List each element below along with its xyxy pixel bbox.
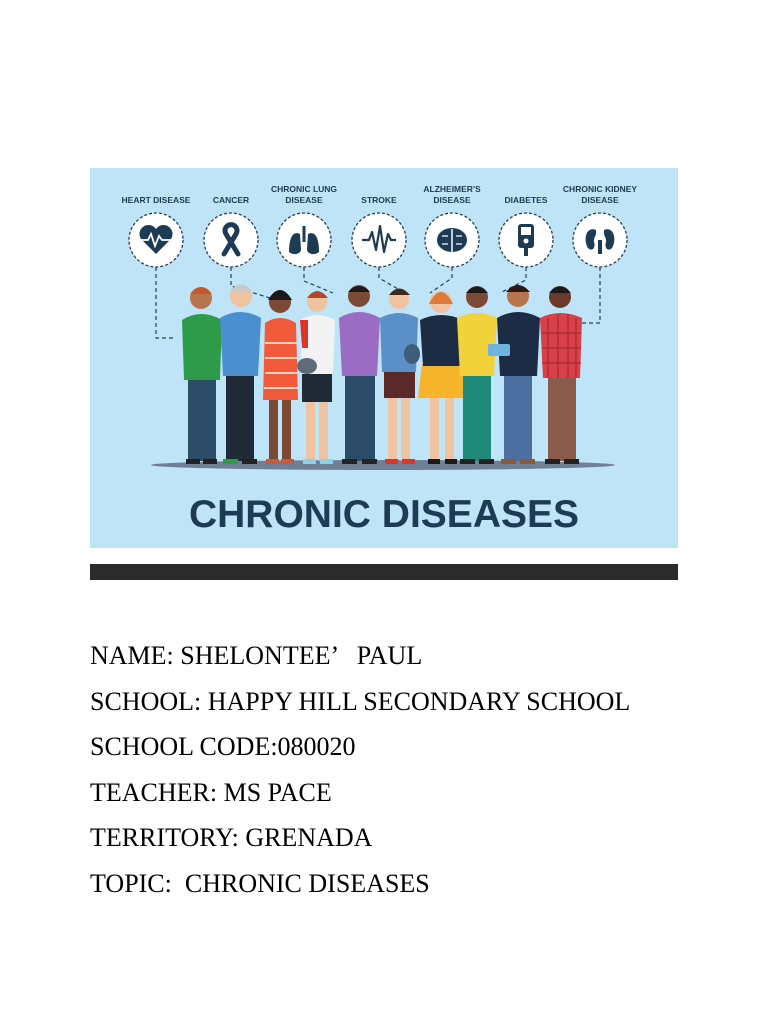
person-illustration (380, 289, 420, 465)
disease-label-stroke: STROKE (361, 195, 397, 205)
chronic-diseases-banner (90, 168, 678, 548)
section-divider (90, 564, 678, 580)
territory-line: TERRITORY: GRENADA (90, 823, 373, 853)
brain-icon (437, 228, 467, 252)
people-group (182, 285, 582, 465)
disease-label-diabetes: DIABETES (504, 195, 548, 205)
person-illustration (457, 286, 497, 464)
person-illustration (297, 291, 335, 464)
person-illustration (339, 285, 380, 464)
school-code-line: SCHOOL CODE:080020 (90, 732, 356, 762)
topic-line: TOPIC: CHRONIC DISEASES (90, 868, 430, 898)
banner-illustration (90, 168, 678, 548)
person-illustration (263, 290, 298, 464)
name-line: NAME: SHELONTEE’ PAUL (90, 641, 423, 670)
disease-label-chronic-lung: CHRONIC LUNG DISEASE (270, 184, 338, 205)
disease-label-cancer: CANCER (212, 195, 250, 205)
person-illustration (540, 286, 582, 464)
person-illustration (182, 287, 222, 464)
disease-label-heart-disease: HEART DISEASE (121, 195, 191, 205)
person-illustration (220, 285, 261, 465)
disease-label-alzheimers: ALZHEIMER'S DISEASE (423, 184, 481, 205)
banner-title: CHRONIC DISEASES (188, 493, 580, 536)
person-illustration (488, 285, 540, 464)
teacher-line: TEACHER: MS PACE (90, 777, 332, 807)
disease-label-chronic-kidney: CHRONIC KIDNEY DISEASE (562, 184, 638, 205)
school-line: SCHOOL: HAPPY HILL SECONDARY SCHOOL (90, 686, 631, 716)
student-info-block (90, 636, 710, 910)
